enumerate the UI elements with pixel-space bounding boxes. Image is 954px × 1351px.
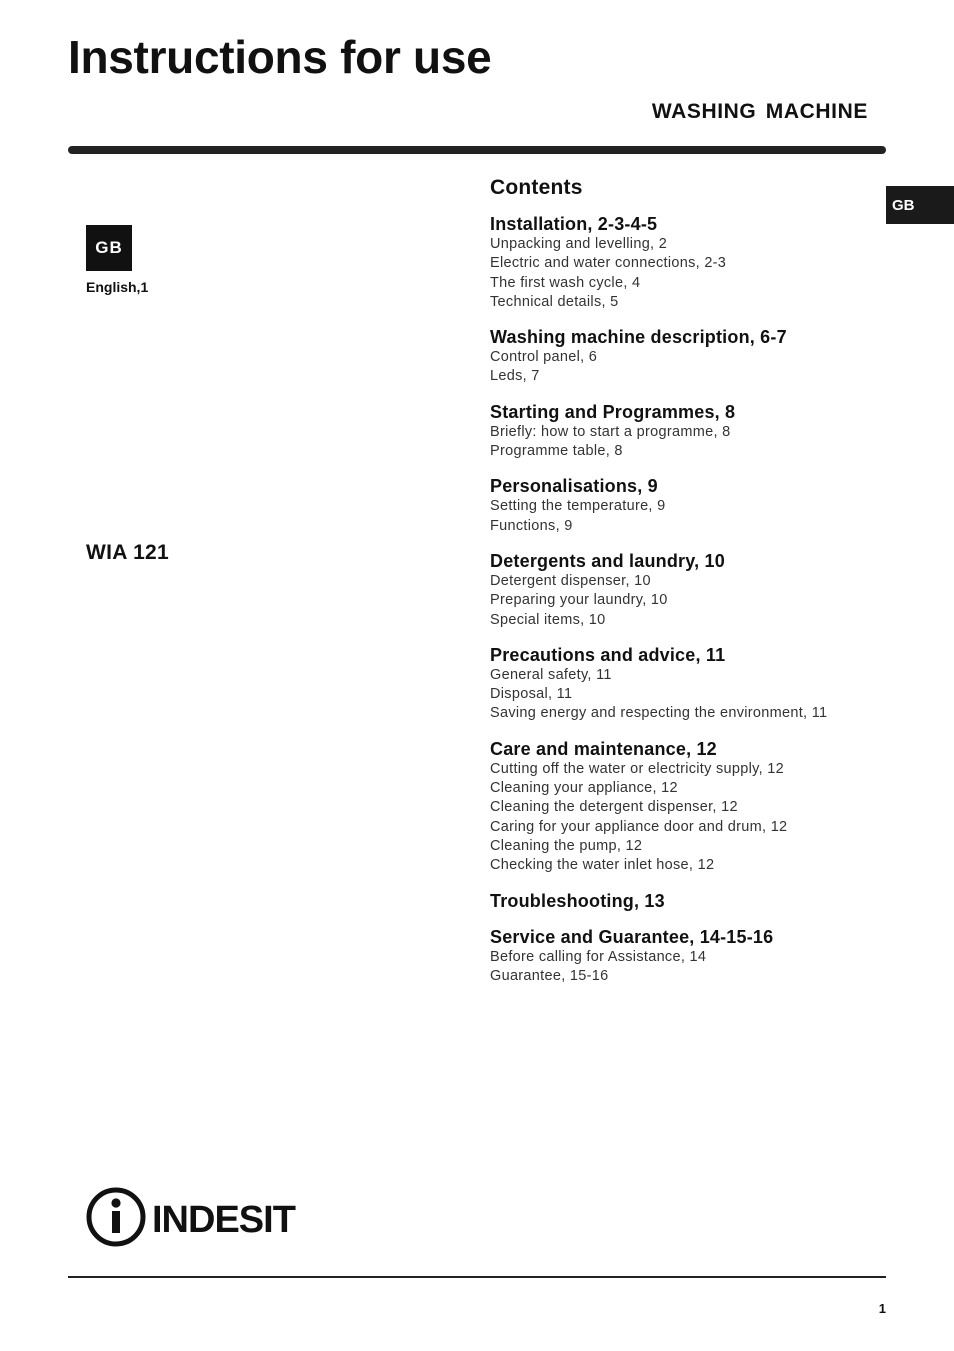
toc-item: Technical details, 5 xyxy=(490,293,619,310)
toc-item-list xyxy=(490,348,890,387)
toc-section xyxy=(490,326,890,387)
table-of-contents xyxy=(490,176,890,1000)
toc-item: Caring for your appliance door and drum, 12 xyxy=(490,818,788,835)
toc-section xyxy=(490,738,890,876)
toc-item-list xyxy=(490,572,890,630)
toc-item: Cleaning the pump, 12 xyxy=(490,837,643,854)
toc-section-title: Troubleshooting, 13 xyxy=(490,890,665,911)
toc-section-title: Detergents and laundry, 10 xyxy=(490,550,725,571)
toc-item-list xyxy=(490,760,890,876)
toc-item-list xyxy=(490,235,890,312)
toc-item: Cutting off the water or electricity supply, 12 xyxy=(490,760,785,777)
toc-section-title: Installation, 2-3-4-5 xyxy=(490,214,658,234)
toc-item: Before calling for Assistance, 14 xyxy=(490,948,707,965)
toc-item-list xyxy=(490,666,890,724)
language-side-tab: GB xyxy=(886,186,954,224)
toc-section xyxy=(490,926,890,987)
toc-item: Unpacking and levelling, 2 xyxy=(490,236,668,252)
toc-item: Checking the water inlet hose, 12 xyxy=(490,857,715,874)
toc-item: Disposal, 11 xyxy=(490,686,573,703)
toc-section xyxy=(490,213,890,312)
toc-item: Preparing your laundry, 10 xyxy=(490,592,668,609)
toc-item: Saving energy and respecting the environment, 11 xyxy=(490,705,828,722)
toc-item: Special items, 10 xyxy=(490,611,606,628)
language-label: English,1 xyxy=(86,279,149,295)
toc-section xyxy=(490,890,890,912)
toc-section-title: Washing machine description, 6-7 xyxy=(490,327,787,348)
toc-item-list xyxy=(490,423,890,462)
toc-item: Guarantee, 15-16 xyxy=(490,967,609,984)
document-subtitle: WASHING MACHINE xyxy=(651,100,868,123)
contents-heading: Contents xyxy=(490,176,583,199)
page-number: 1 xyxy=(878,1301,886,1316)
toc-item-list xyxy=(490,948,890,987)
toc-section-title: Precautions and advice, 11 xyxy=(490,644,726,665)
language-badge: GB xyxy=(86,225,132,271)
toc-section xyxy=(490,401,890,462)
toc-section-title: Starting and Programmes, 8 xyxy=(490,401,736,422)
toc-item: Cleaning your appliance, 12 xyxy=(490,780,678,797)
indesit-logo-mark xyxy=(86,1186,318,1248)
toc-item: General safety, 11 xyxy=(490,666,612,683)
indesit-logo xyxy=(86,1186,318,1248)
document-title: Instructions for use xyxy=(68,31,492,83)
model-number: WIA 121 xyxy=(86,541,170,564)
toc-section xyxy=(490,550,890,630)
toc-section xyxy=(490,644,890,724)
toc-item: Detergent dispenser, 10 xyxy=(490,572,651,589)
toc-item: Functions, 9 xyxy=(490,517,573,534)
toc-item-list xyxy=(490,497,890,536)
toc-section-title: Service and Guarantee, 14-15-16 xyxy=(490,926,774,947)
header-divider xyxy=(68,146,886,154)
toc-item: Briefly: how to start a programme, 8 xyxy=(490,423,731,440)
toc-item: Leds, 7 xyxy=(490,368,540,385)
toc-item: Electric and water connections, 2-3 xyxy=(490,255,727,272)
toc-section-title: Personalisations, 9 xyxy=(490,476,658,497)
brand-wordmark: INDESIT xyxy=(152,1199,295,1241)
toc-section-list xyxy=(490,213,890,986)
toc-item: Cleaning the detergent dispenser, 12 xyxy=(490,799,738,816)
toc-item: Programme table, 8 xyxy=(490,443,623,460)
toc-item: Control panel, 6 xyxy=(490,349,598,366)
toc-section xyxy=(490,475,890,536)
toc-item: Setting the temperature, 9 xyxy=(490,498,666,515)
toc-item: The first wash cycle, 4 xyxy=(490,274,641,291)
footer-divider xyxy=(68,1276,886,1278)
toc-section-title: Care and maintenance, 12 xyxy=(490,738,717,759)
